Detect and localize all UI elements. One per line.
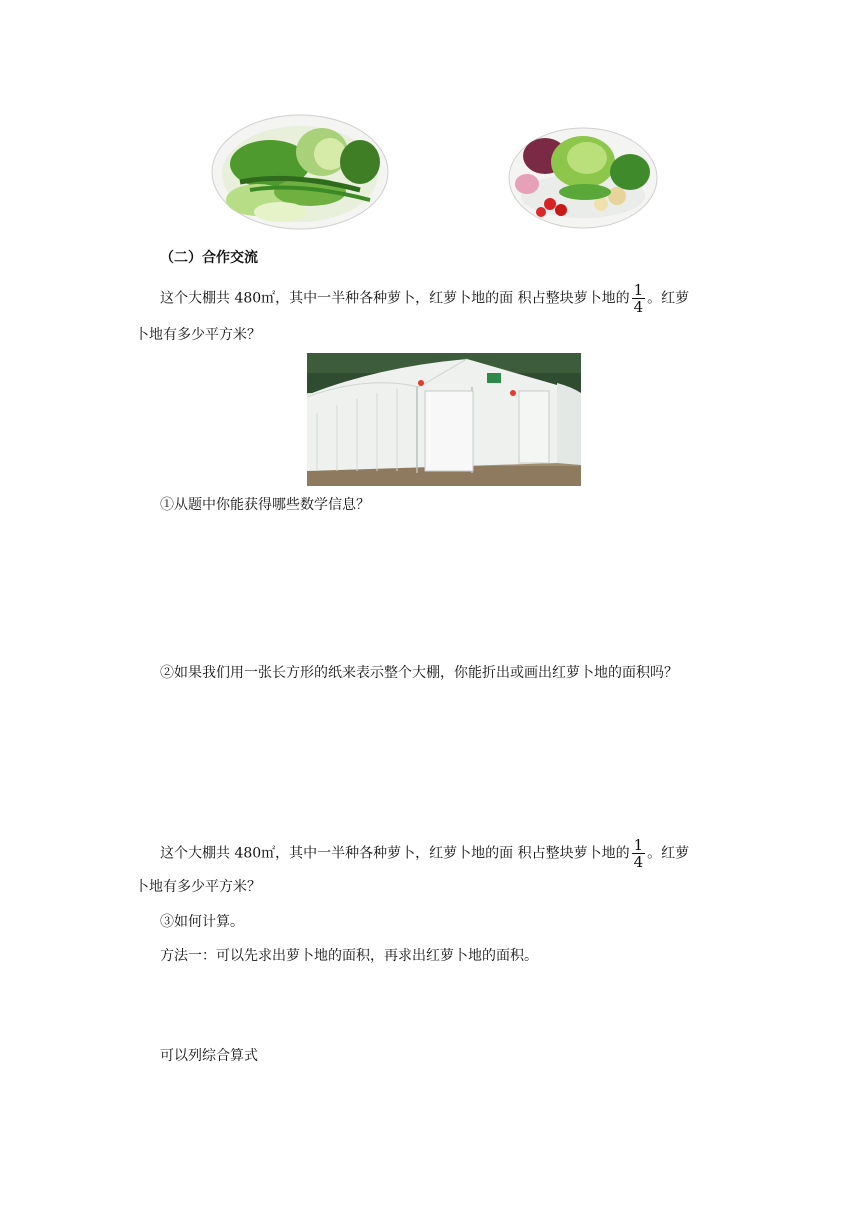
fraction-numerator: 1 [633, 281, 644, 299]
problem-line-2: 卜地有多少平方米？ [135, 327, 261, 343]
fraction-one-quarter [632, 282, 646, 315]
fraction-denominator: 4 [633, 853, 644, 871]
problem-text-part2: 。红萝 [647, 290, 690, 307]
section-heading: （二）合作交流 [160, 250, 258, 266]
problem-text-part1: 这个大棚共 480㎡，其中一半种各种萝卜，红萝卜地的面 积占整块萝卜地的 [160, 290, 630, 307]
fraction-numerator: 1 [633, 836, 644, 854]
question-3: ③如何计算。 [160, 914, 244, 930]
method-1: 方法一：可以先求出萝卜地的面积，再求出红萝卜地的面积。 [160, 948, 538, 964]
problem-repeat-line-2: 卜地有多少平方米？ [135, 879, 261, 895]
fraction-one-quarter-repeat [632, 837, 646, 870]
fraction-denominator: 4 [633, 298, 644, 316]
problem-repeat-text-part1: 这个大棚共 480㎡，其中一半种各种萝卜，红萝卜地的面 积占整块萝卜地的 [160, 845, 630, 862]
problem-repeat-text-part2: 。红萝 [647, 845, 690, 862]
problem-repeat-line-1 [160, 837, 689, 870]
question-1: ①从题中你能获得哪些数学信息？ [160, 497, 370, 513]
greenhouse-image [307, 353, 581, 486]
vegetables-image-left [210, 112, 390, 232]
question-2: ②如果我们用一张长方形的纸来表示整个大棚，你能折出或画出红萝卜地的面积吗？ [160, 665, 678, 681]
combined-formula-prompt: 可以列综合算式 [160, 1048, 258, 1064]
vegetables-image-right [505, 122, 660, 230]
problem-line-1 [160, 282, 689, 315]
